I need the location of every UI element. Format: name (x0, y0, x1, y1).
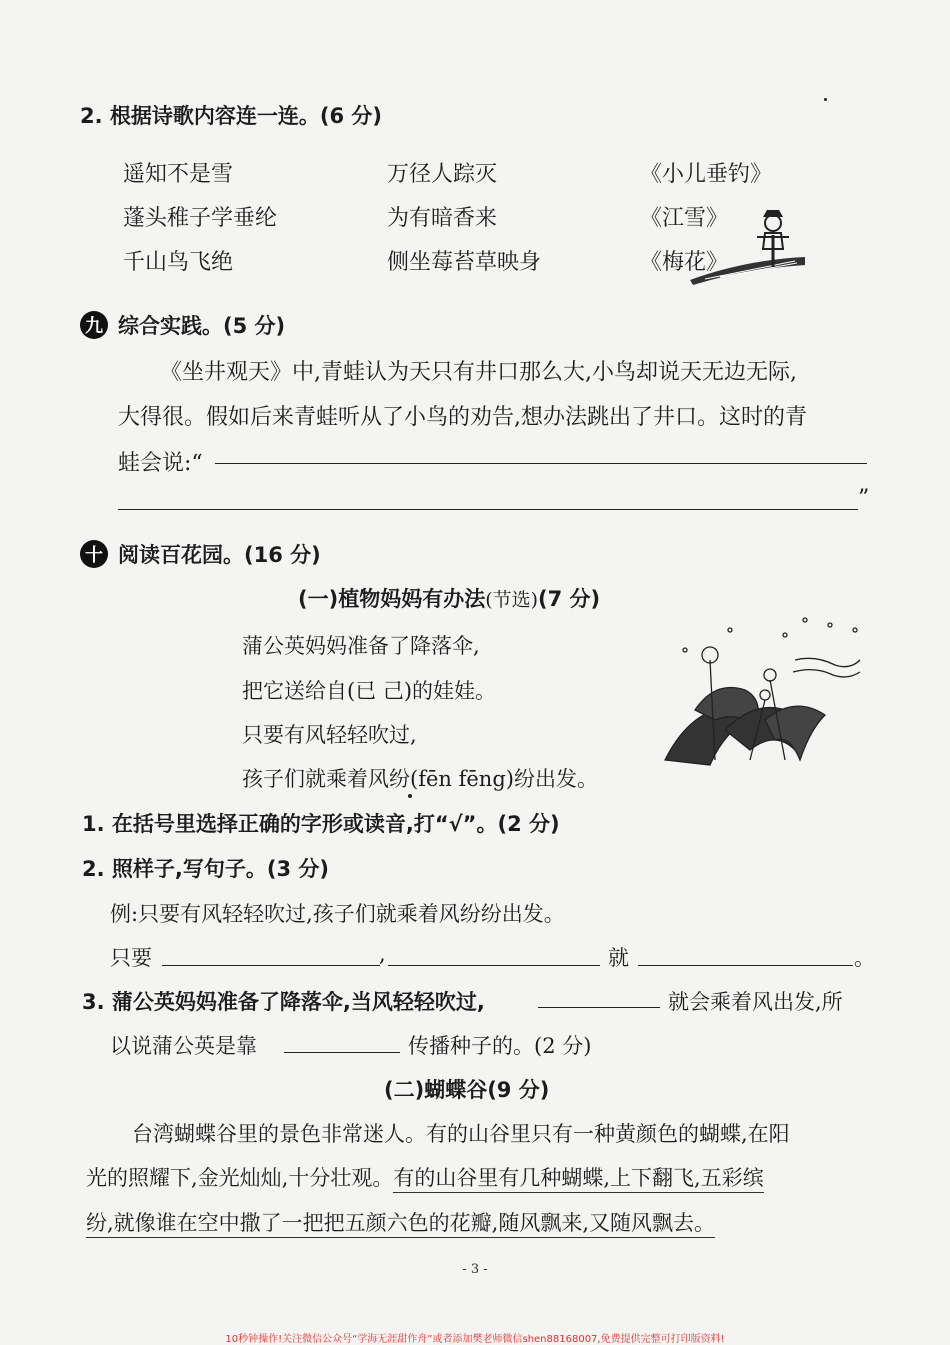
poem-line-col1-1: 遥知不是雪 (123, 162, 234, 187)
poem-line-col1-3: 千山鸟飞绝 (123, 250, 234, 275)
poem-title-3: 《梅花》 (640, 250, 729, 275)
fill-blank-1[interactable] (162, 965, 380, 966)
scarecrow-illustration (685, 205, 810, 285)
section-9-badge: 九 (80, 311, 108, 339)
poem-line-col2-3: 侧坐莓苔草映身 (387, 250, 542, 275)
closing-quote: ” (858, 486, 870, 511)
answer-line-1[interactable] (215, 463, 867, 464)
section-9-text-line-2: 大得很。假如后来青蛙听从了小鸟的劝告,想办法跳出了井口。这时的青 (118, 405, 807, 430)
poem-line-col1-2: 蓬头稚子学垂纶 (123, 206, 278, 231)
poem-line-col2-1: 万径人踪灭 (387, 162, 498, 187)
footer-promo-text: 10秒钟操作!关注微信公众号“学海无涯甜作舟”或者添加樊老师微信shen88168007,免费提供完整可打印版资料! (225, 1334, 725, 1345)
fill-blank-3[interactable] (638, 965, 853, 966)
poem-verse-3: 只要有风轻轻吹过, (242, 723, 417, 747)
part-1-title-main: (一)植物妈妈有办法 (298, 587, 486, 611)
poem-verse-2: 把它送给自(已 己)的娃娃。 (242, 679, 497, 703)
passage-line-2-underlined: 有的山谷里有几种蝴蝶,上下翻飞,五彩缤 (393, 1166, 763, 1193)
poem-verse-4: 孩子们就乘着风纷(fēn fēng)纷出发。 (242, 767, 598, 791)
fill-comma: , (379, 942, 386, 966)
section-9-text-line-1: 《坐井观天》中,青蛙认为天只有井口那么大,小鸟却说天无边无际, (160, 360, 797, 385)
part-1-question-3-b: 就会乘着风出发,所 (668, 990, 843, 1014)
part-1-title (298, 583, 600, 613)
part-1-question-3-a: 3. 蒲公英妈妈准备了降落伞,当风轻轻吹过, (82, 990, 485, 1014)
answer-line-2[interactable] (118, 509, 858, 510)
poem-title-1: 《小儿垂钓》 (640, 162, 773, 187)
poem-line-col2-2: 为有暗香来 (387, 206, 498, 231)
part-1-question-3-d: 传播种子的。(2 分) (408, 1034, 592, 1058)
part-1-title-score: (7 分) (538, 587, 601, 611)
passage-line-3 (86, 1207, 715, 1237)
passage-line-2-plain: 光的照耀下,金光灿灿,十分壮观。 (86, 1166, 394, 1190)
poem-title-2: 《江雪》 (640, 206, 729, 231)
fill-only-if-label: 只要 (110, 946, 152, 970)
section-9-text-line-3: 蛙会说:“ (118, 451, 203, 476)
passage-line-2 (86, 1162, 764, 1192)
dandelion-illustration (655, 600, 865, 790)
emphasis-dot (408, 794, 412, 798)
question-2-title: 2. 根据诗歌内容连一连。(6 分) (80, 104, 383, 128)
fill-blank-2[interactable] (388, 965, 600, 966)
fill-then-label: 就 (608, 946, 629, 970)
fill-blank-4[interactable] (538, 1007, 660, 1008)
part-1-title-note: (节选) (485, 589, 539, 611)
page-number: - 3 - (462, 1262, 488, 1277)
part-1-question-1: 1. 在括号里选择正确的字形或读音,打“√”。(2 分) (82, 812, 560, 836)
poem-verse-1: 蒲公英妈妈准备了降落伞, (242, 634, 480, 658)
part-1-question-2: 2. 照样子,写句子。(3 分) (82, 857, 329, 881)
section-10-title: 阅读百花园。(16 分) (118, 543, 321, 567)
fill-blank-5[interactable] (284, 1052, 400, 1053)
part-2-title: (二)蝴蝶谷(9 分) (384, 1078, 550, 1102)
passage-line-1: 台湾蝴蝶谷里的景色非常迷人。有的山谷里只有一种黄颜色的蝴蝶,在阳 (132, 1122, 790, 1146)
fill-period: 。 (854, 946, 875, 970)
example-sentence: 例:只要有风轻轻吹过,孩子们就乘着风纷纷出发。 (110, 902, 565, 926)
section-10-badge: 十 (80, 540, 108, 568)
passage-line-3-underlined: 纷,就像谁在空中撒了一把把五颜六色的花瓣,随风飘来,又随风飘去。 (86, 1211, 715, 1238)
part-1-question-3-c: 以说蒲公英是靠 (110, 1034, 257, 1058)
speck-dot (824, 98, 827, 101)
section-9-title: 综合实践。(5 分) (118, 314, 286, 338)
